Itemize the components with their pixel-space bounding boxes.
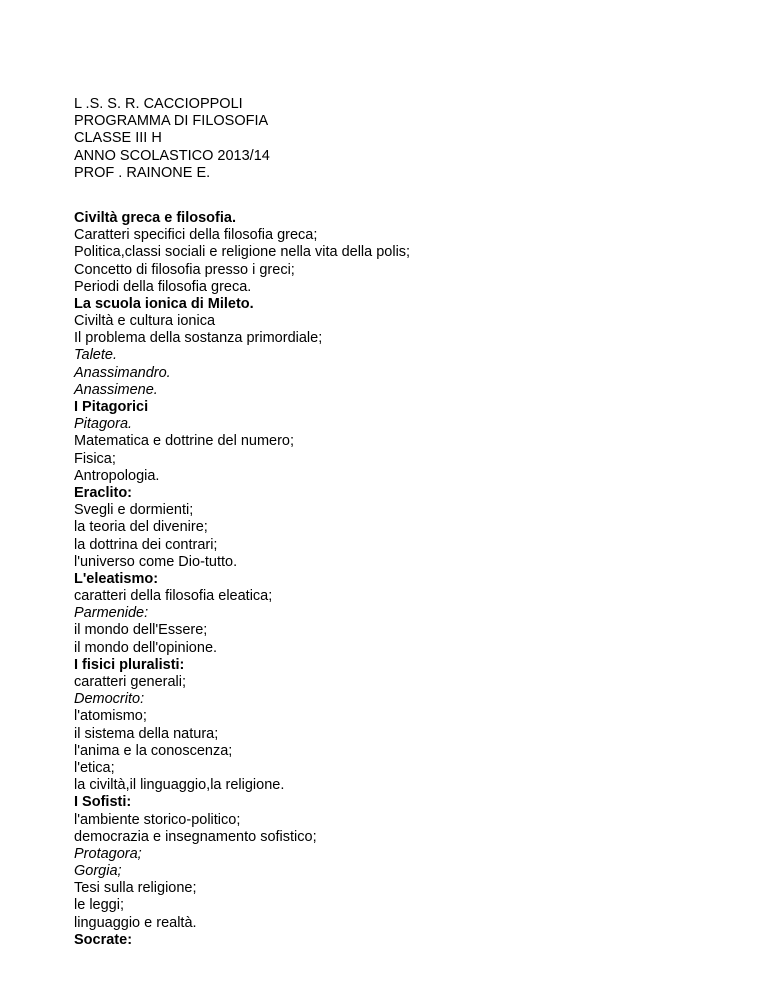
philosopher-name: Parmenide: [74,605,149,622]
section-heading: L'eleatismo: [74,570,159,587]
topic-line: Il problema della sostanza primordiale; [74,330,323,347]
section-heading: Civiltà greca e filosofia. [74,209,236,226]
topic-line: caratteri della filosofia eleatica; [74,588,273,605]
topic-line: il mondo dell'opinione. [74,639,218,656]
topic-line: Svegli e dormienti; [74,502,194,519]
philosopher-name: Talete. [74,347,117,364]
topic-line: Civiltà e cultura ionica [74,313,216,330]
class-label: CLASSE III H [74,130,162,147]
topic-line: linguaggio e realtà. [74,914,197,931]
topic-line: la civiltà,il linguaggio,la religione. [74,777,285,794]
topic-line: Matematica e dottrine del numero; [74,433,295,450]
philosopher-name: Pitagora. [74,416,133,433]
topic-line: caratteri generali; [74,674,187,690]
section-heading: I fisici pluralisti: [74,656,185,673]
topic-line: Antropologia. [74,467,160,484]
topic-line: Fisica; [74,450,116,467]
topic-line: l'atomismo; [74,708,147,725]
topic-line: le leggi; [74,897,124,914]
school-year: ANNO SCOLASTICO 2013/14 [74,147,270,164]
teacher-name: PROF . RAINONE E. [74,164,211,181]
document-header [74,96,734,182]
topic-line: l'ambiente storico-politico; [74,811,241,828]
topic-line: la dottrina dei contrari; [74,536,218,553]
section-heading: I Pitagorici [74,399,149,415]
topic-line: la teoria del divenire; [74,519,208,536]
topic-line: Tesi sulla religione; [74,880,197,897]
program-content [74,210,734,949]
section-heading: Eraclito: [74,484,133,501]
philosopher-name: Protagora; [74,845,142,862]
school-name: L .S. S. R. CACCIOPPOLI [74,96,243,112]
section-heading: Socrate: [74,931,133,948]
topic-line: Caratteri specifici della filosofia greca; [74,227,318,244]
topic-line: Periodi della filosofia greca. [74,278,252,295]
philosopher-name: Anassimandro. [74,364,171,381]
topic-line: l'anima e la conoscenza; [74,742,233,759]
philosopher-name: Democrito: [74,691,145,708]
topic-line: l'etica; [74,759,115,776]
topic-line: democrazia e insegnamento sofistico; [74,828,317,845]
topic-line: Concetto di filosofia presso i greci; [74,261,295,278]
section-heading: I Sofisti: [74,794,132,811]
topic-line: l'universo come Dio-tutto. [74,553,238,570]
program-title: PROGRAMMA DI FILOSOFIA [74,113,269,130]
topic-line: il sistema della natura; [74,725,219,742]
topic-line: Politica,classi sociali e religione nella vita della polis; [74,244,411,261]
topic-line: il mondo dell'Essere; [74,622,208,639]
philosopher-name: Gorgia; [74,863,122,880]
philosopher-name: Anassimene. [74,381,158,398]
section-heading: La scuola ionica di Mileto. [74,295,254,312]
document-page [74,96,734,949]
